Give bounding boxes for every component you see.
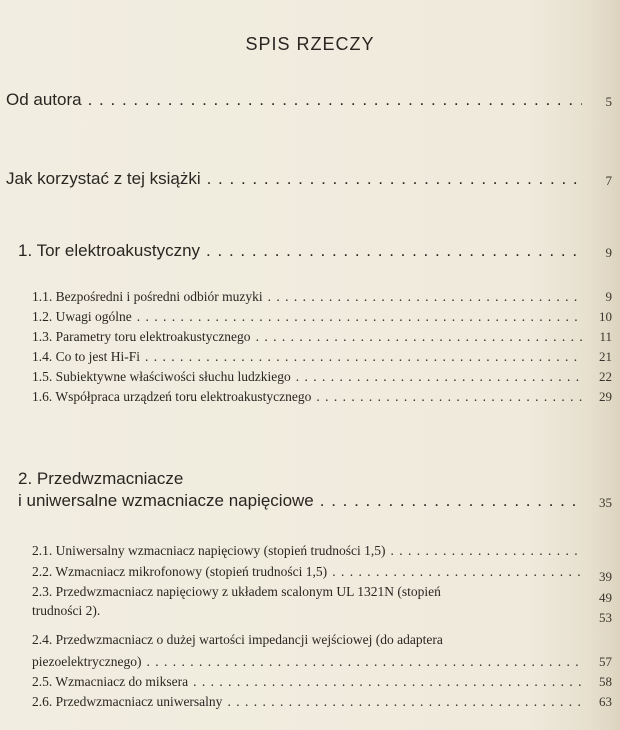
page-title: SPIS RZECZY — [245, 34, 375, 54]
toc-entry-page: 29 — [599, 389, 612, 404]
toc-entry-jak-korzystac[interactable] — [6, 169, 612, 189]
toc-section-1-4[interactable] — [32, 349, 612, 365]
toc-entry-label: 1.3. Parametry toru elektroakustycznego — [32, 329, 251, 344]
toc-entry-page: 7 — [605, 173, 612, 188]
toc-entry-label: 1.2. Uwagi ogólne — [32, 309, 132, 324]
toc-entry-page: 11 — [599, 329, 612, 344]
toc-entry-label: 1. Tor elektroakustyczny — [18, 241, 201, 260]
toc-chapter-2-line1[interactable]: 2. Przedwzmacniacze — [18, 469, 184, 488]
toc-entry-od-autora[interactable] — [6, 90, 612, 110]
toc-entry-page: 22 — [599, 369, 612, 384]
dot-leader — [82, 90, 582, 110]
toc-entry-page: 10 — [599, 309, 612, 324]
toc-entry-page: 9 — [605, 289, 612, 304]
toc-section-2-3-line1[interactable]: 2.3. Przedwzmacniacz napięciowy z układem scalonym UL 1321N (stopień — [32, 584, 441, 599]
toc-entry-page: 9 — [605, 245, 612, 260]
toc-entry-page: 49 — [599, 590, 612, 605]
toc-section-2-5[interactable] — [32, 674, 612, 690]
toc-entry-page: 63 — [599, 694, 612, 709]
dot-leader — [222, 694, 582, 710]
toc-entry-page: 57 — [599, 654, 612, 669]
dot-leader — [188, 674, 582, 690]
dot-leader — [140, 349, 582, 365]
toc-entry-page: 53 — [599, 610, 612, 625]
toc-section-2-3-line2[interactable]: trudności 2). — [32, 603, 101, 618]
dot-leader — [386, 543, 582, 559]
dot-leader — [141, 654, 582, 670]
dot-leader — [263, 289, 582, 305]
toc-section-2-1[interactable] — [32, 543, 582, 559]
toc-section-1-2[interactable] — [32, 309, 612, 325]
toc-section-2-4-line1[interactable]: 2.4. Przedwzmacniacz o dużej wartości impedancji wejściowej (do adaptera — [32, 632, 443, 647]
toc-entry-page: 58 — [599, 674, 612, 689]
toc-section-1-1[interactable] — [32, 289, 612, 305]
toc-section-1-3[interactable] — [32, 329, 612, 345]
toc-entry-label: 2.5. Wzmacniacz do miksera — [32, 674, 189, 689]
toc-section-1-6[interactable] — [32, 389, 612, 405]
toc-entry-label: 1.6. Współpraca urządzeń toru elektroakustycznego — [32, 389, 312, 404]
toc-entry-page: 5 — [605, 94, 612, 109]
dot-leader — [311, 389, 582, 405]
toc-section-2-4[interactable] — [32, 654, 612, 670]
toc-chapter-1[interactable] — [18, 241, 612, 261]
dot-leader — [314, 491, 582, 511]
toc-entry-label: Jak korzystać z tej książki — [6, 169, 201, 188]
toc-section-2-6[interactable] — [32, 694, 612, 710]
toc-entry-page: 35 — [599, 495, 612, 510]
dot-leader — [201, 169, 582, 189]
toc-entry-label: Od autora — [6, 90, 82, 109]
dot-leader — [132, 309, 582, 325]
dot-leader — [251, 329, 582, 345]
toc-entry-label: 2.1. Uniwersalny wzmacniacz napięciowy (stopień trudności 1,5) — [32, 543, 386, 558]
toc-entry-page: 21 — [599, 349, 612, 364]
dot-leader — [291, 369, 582, 385]
dot-leader — [200, 241, 582, 261]
toc-section-2-2[interactable] — [32, 564, 582, 580]
toc-entry-label: 1.4. Co to jest Hi-Fi — [32, 349, 141, 364]
toc-section-1-5[interactable] — [32, 369, 612, 385]
toc-entry-page: 39 — [599, 569, 612, 584]
toc-chapter-2[interactable] — [18, 491, 612, 511]
dot-leader — [327, 564, 582, 580]
toc-entry-label: 2.2. Wzmacniacz mikrofonowy (stopień trudności 1,5) — [32, 564, 328, 579]
toc-entry-label: 1.1. Bezpośredni i pośredni odbiór muzyki — [32, 289, 263, 304]
toc-entry-label: i uniwersalne wzmacniacze napięciowe — [18, 491, 314, 510]
toc-entry-label: 1.5. Subiektywne właściwości słuchu ludzkiego — [32, 369, 291, 384]
toc-entry-label: piezoelektrycznego) — [32, 654, 142, 669]
toc-entry-label: 2.6. Przedwzmacniacz uniwersalny — [32, 694, 223, 709]
